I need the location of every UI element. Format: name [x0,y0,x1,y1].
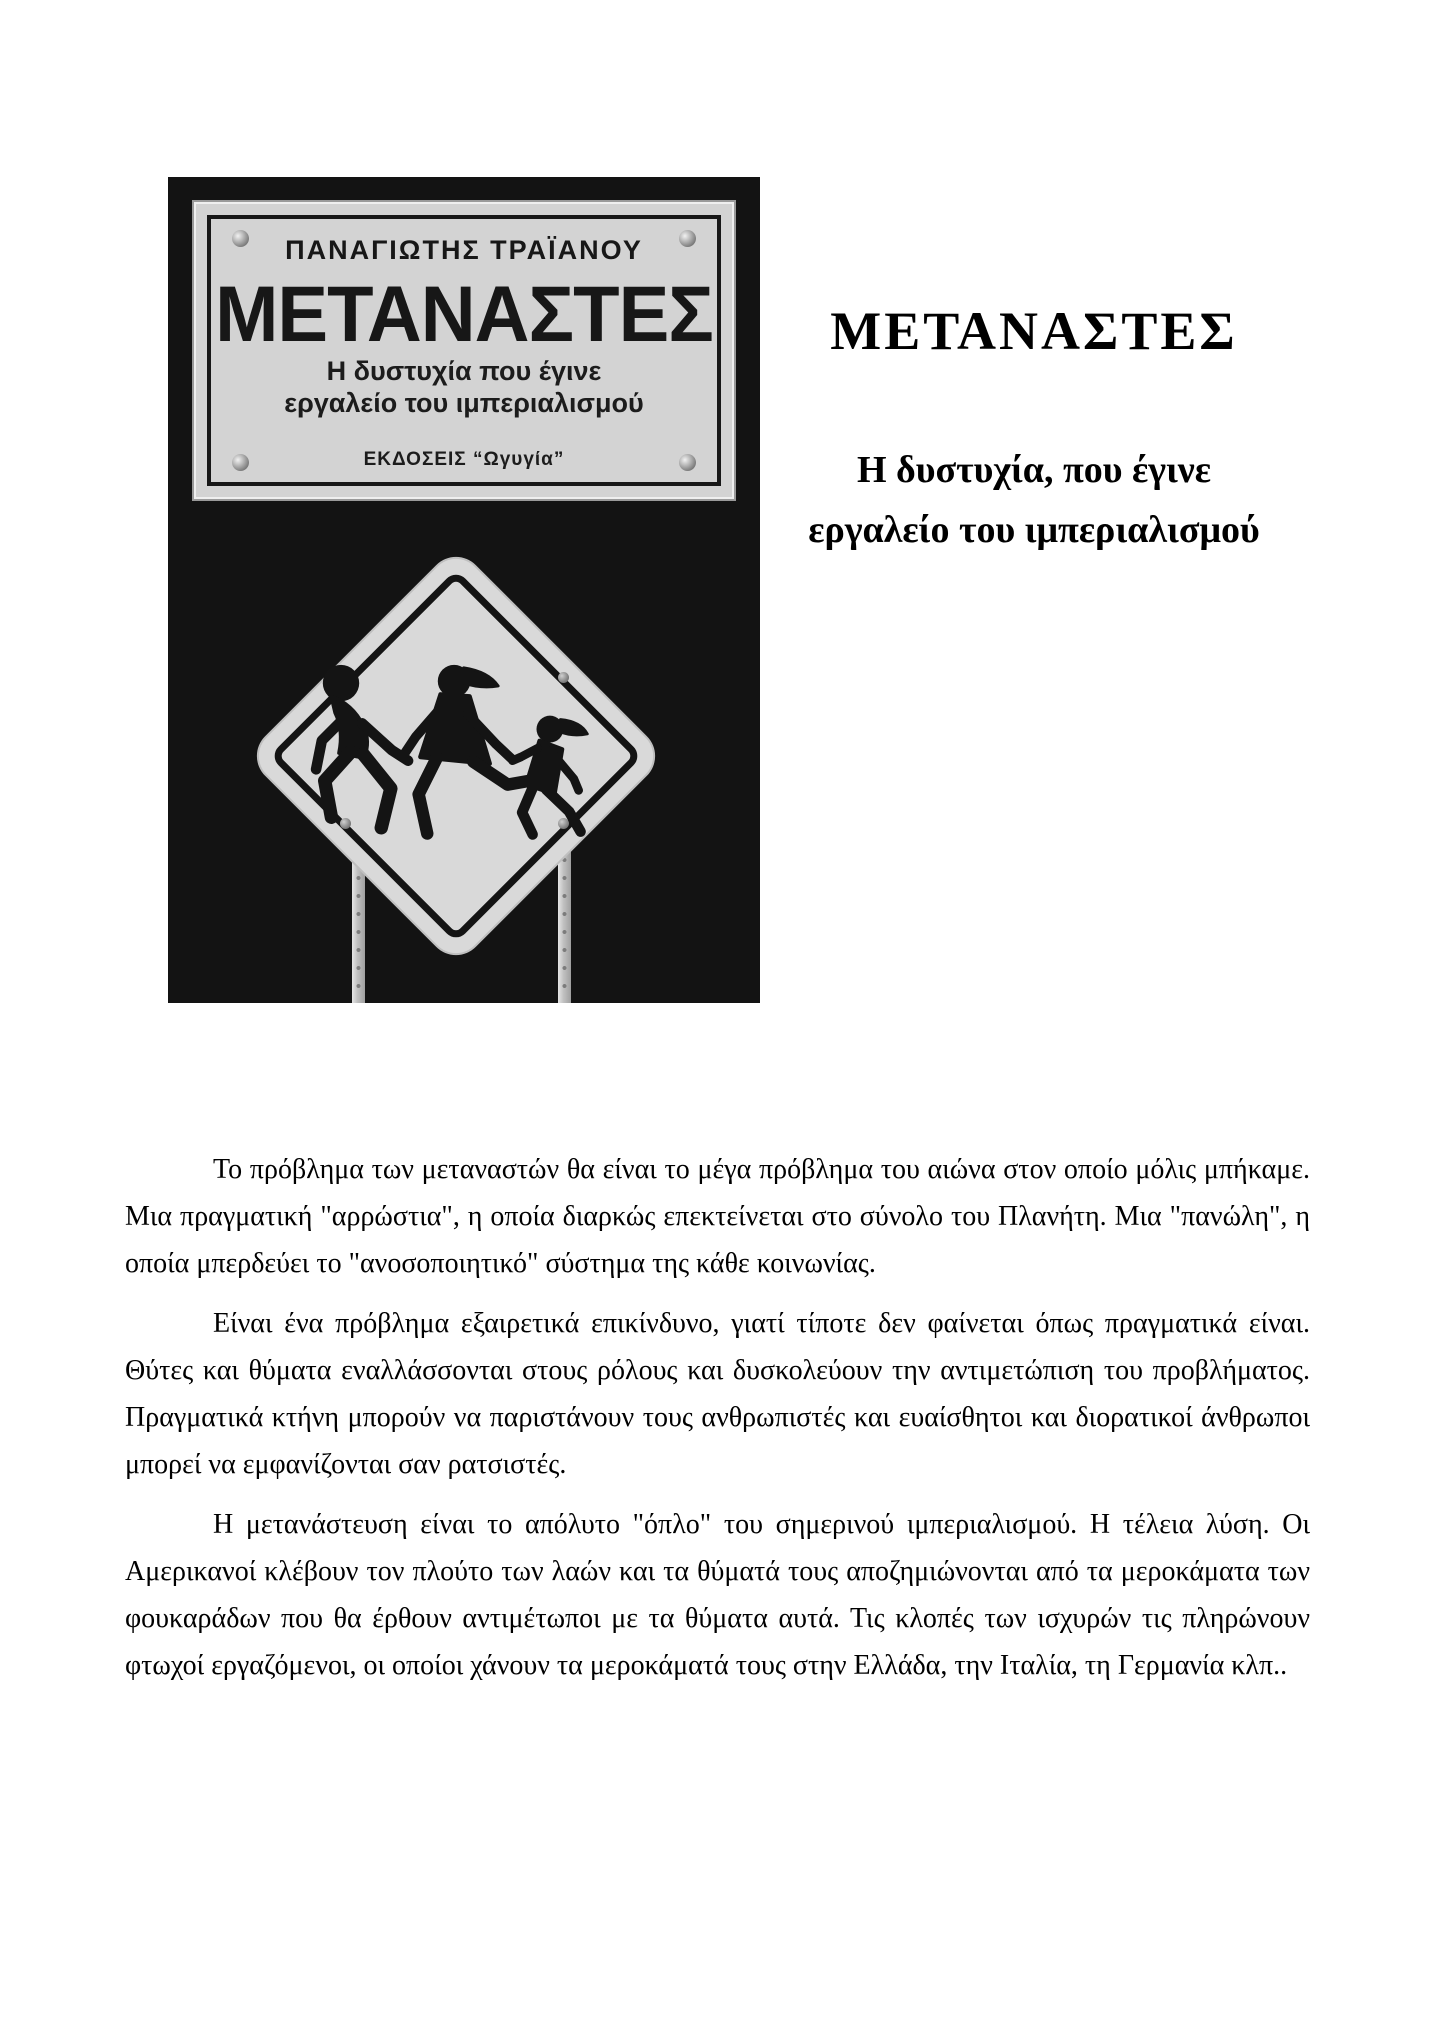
paragraph: Είναι ένα πρόβλημα εξαιρετικά επικίνδυνο, γιατί τίποτε δεν φαίνεται όπως πραγματικά είναι. Θύτες και θύματα εναλλάσσονται στους ρόλους και δυσκολεύουν την αντιμετώπιση του προβλήματος. Πραγματικά κτήνη μπορούν να παριστάνουν τους ανθρωπιστές και ευαίσθητοι και διορατικοί άνθρωποι μπορεί να εμφανίζονται σαν ρατσιστές. [125,1308,1310,1480]
page-title: ΜΕΤΑΝΑΣΤΕΣ [830,301,1238,361]
cover-subtitle-line1: Η δυστυχία που έγινε [326,356,602,386]
cover-title: ΜΕΤΑΝΑΣΤΕΣ [215,270,713,359]
child-figure [513,716,588,835]
cover-author: ΠΑΝΑΓΙΩΤΗΣ ΤΡΑΪΑΝΟΥ [285,235,643,265]
cover-subtitle-line2: εργαλείο του ιμπεριαλισμού [284,388,644,418]
man-figure [316,665,408,828]
cover-title-plate [192,200,736,501]
page-subtitle-line1: Η δυστυχία, που έγινε [856,449,1211,491]
page-subtitle-line2: εργαλείο του ιμπεριαλισμού [808,509,1260,551]
plate-content [194,202,734,499]
cover-publisher: ΕΚΔΟΣΕΙΣ “Ωγυγία” [363,449,565,470]
paragraph: Η μετανάστευση είναι το απόλυτο "όπλο" του σημερινού ιμπεριαλισμού. Η τέλεια λύση. Οι Αμερικανοί κλέβουν τον πλούτο των λαών και τα θύματά τους αποζημιώνονται από τα μεροκάματα των φουκαράδων που θα έρθουν αντιμέτωποι με τα θύματα αυτά. Τις κλοπές των ισχυρών τις πληρώνουν φτωχοί εργαζόμενοι, οι οποίοι χάνουν τα μεροκάματά τους στην Ελλάδα, την Ιταλία, τη Γερμανία κλπ.. [125,1509,1310,1681]
page-heading [760,300,1308,560]
running-family-icon [291,639,621,869]
book-cover [168,177,760,1003]
body-text [125,1146,1310,1702]
paragraph: Το πρόβλημα των μεταναστών θα είναι το μέγα πρόβλημα του αιώνα στον οποίο μόλις μπήκαμε. Μια πραγματική "αρρώστια", η οποία διαρκώς επεκτείνεται στο σύνολο του Πλανήτη. Μια "πανώλη", η οποία μπερδεύει το "ανοσοποιητικό" σύστημα της κάθε κοινωνίας. [125,1154,1310,1279]
page-subtitle [760,440,1308,560]
